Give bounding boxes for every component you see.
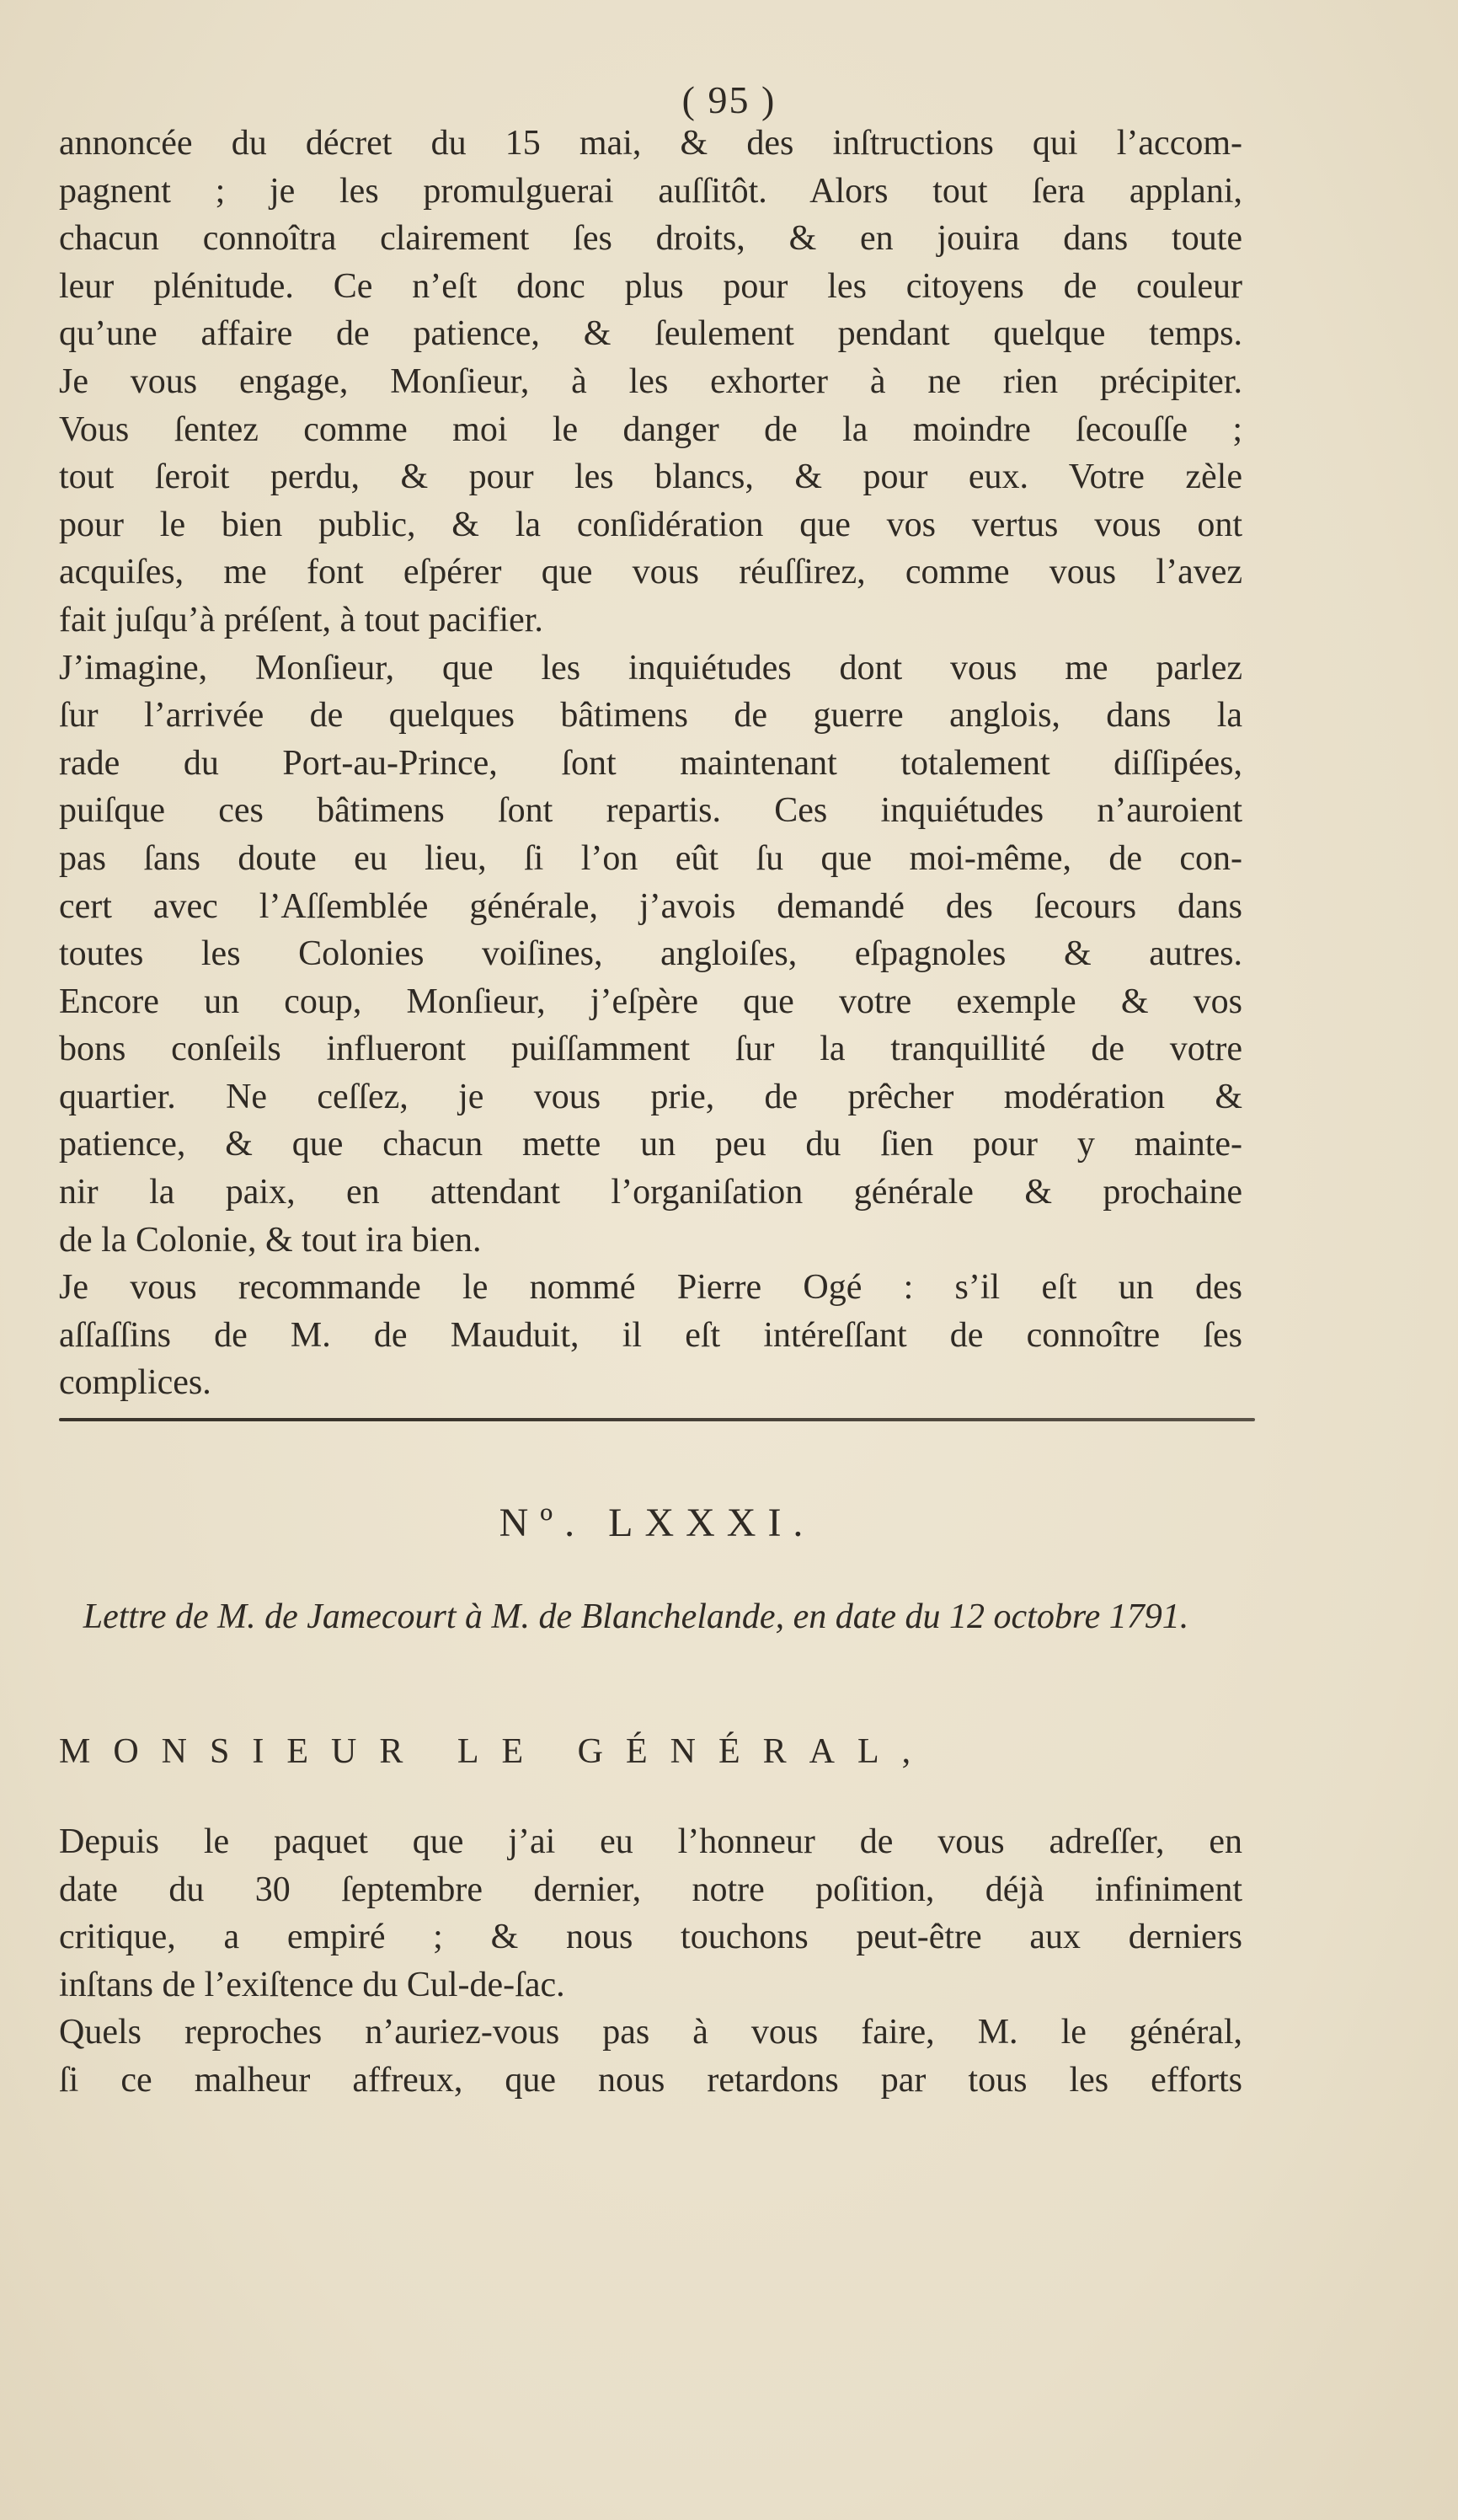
text-line: bons conſeils influeront puiſſamment ſur la tranquillité de votre [59, 1030, 1242, 1069]
text-line: fait juſqu’à préſent, à tout pacifier. [59, 600, 543, 639]
text-line: Je vous engage, Monſieur, à les exhorter à ne rien précipiter. [59, 361, 1242, 401]
text-line: Je vous recommande le nommé Pierre Ogé : s’il eſt un des [59, 1268, 1242, 1308]
text-line: complices. [59, 1363, 211, 1403]
text-line: critique, a empiré ; & nous touchons peut-être aux derniers [59, 1918, 1242, 1957]
text-line: rade du Port-au-Prince, ſont maintenant totalement diſſipées, [59, 743, 1242, 783]
text-line: qu’une affaire de patience, & ſeulement pendant quelque temps. [59, 314, 1242, 354]
text-line: pour le bien public, & la conſidération que vos vertus vous ont [59, 505, 1242, 544]
text-line: de la Colonie, & tout ira bien. [59, 1220, 482, 1260]
text-line: nir la paix, en attendant l’organiſation générale & prochaine [59, 1173, 1242, 1212]
text-line: tout ſeroit perdu, & pour les blancs, & pour eux. Votre zèle [59, 457, 1242, 497]
text-line: annoncée du décret du 15 mai, & des inſtructions qui l’accom- [59, 124, 1242, 163]
text-line: Depuis le paquet que j’ai eu l’honneur de vous adreſſer, en [59, 1822, 1242, 1861]
text-block-letter-body [59, 1818, 1242, 2105]
text-line: ſi ce malheur affreux, que nous retardons par tous les efforts [59, 2060, 1242, 2100]
text-block-previous-letter [59, 120, 1242, 1407]
text-line: chacun connoîtra clairement ſes droits, & en jouira dans toute [59, 219, 1242, 259]
text-line: pas ſans doute eu lieu, ſi l’on eût ſu que moi-même, de con- [59, 838, 1242, 878]
text-line: Vous ſentez comme moi le danger de la moindre ſecouſſe ; [59, 409, 1242, 449]
text-line: date du 30 ſeptembre dernier, notre poſition, déjà infiniment [59, 1870, 1242, 1909]
text-line: acquiſes, me font eſpérer que vous réuſſirez, comme vous l’avez [59, 553, 1242, 592]
text-line: inſtans de l’exiſtence du Cul-de-ſac. [59, 1965, 565, 2004]
text-line: toutes les Colonies voiſines, angloiſes, eſpagnoles & autres. [59, 934, 1242, 974]
text-line: J’imagine, Monſieur, que les inquiétudes dont vous me parlez [59, 648, 1242, 688]
section-divider [59, 1418, 1255, 1421]
text-line: puiſque ces bâtimens ſont repartis. Ces inquiétudes n’auroient [59, 791, 1242, 831]
text-line: ſur l’arrivée de quelques bâtimens de guerre anglois, dans la [59, 696, 1242, 736]
text-line: Quels reproches n’auriez-vous pas à vous faire, M. le général, [59, 2013, 1242, 2052]
text-line: patience, & que chacun mette un peu du ſien pour y mainte- [59, 1125, 1242, 1164]
letter-number-heading: Nº. LXXXI. [499, 1501, 815, 1545]
page-number: ( 95 ) [681, 78, 777, 121]
text-line: Encore un coup, Monſieur, j’eſpère que votre exemple & vos [59, 982, 1242, 1021]
text-line: leur plénitude. Ce n’eſt donc plus pour les citoyens de couleur [59, 266, 1242, 306]
text-line: aſſaſſins de M. de Mauduit, il eſt intéreſſant de connoître ſes [59, 1315, 1242, 1355]
text-line: quartier. Ne ceſſez, je vous prie, de prêcher modération & [59, 1077, 1242, 1116]
salutation: MONSIEUR LE GÉNÉRAL, [59, 1732, 934, 1771]
letter-title: Lettre de M. de Jamecourt à M. de Blanchelande, en date du 12 octobre 1791. [83, 1597, 1189, 1636]
text-line: pagnent ; je les promulguerai auſſitôt. Alors tout ſera applani, [59, 171, 1242, 211]
text-line: cert avec l’Aſſemblée générale, j’avois demandé des ſecours dans [59, 886, 1242, 926]
